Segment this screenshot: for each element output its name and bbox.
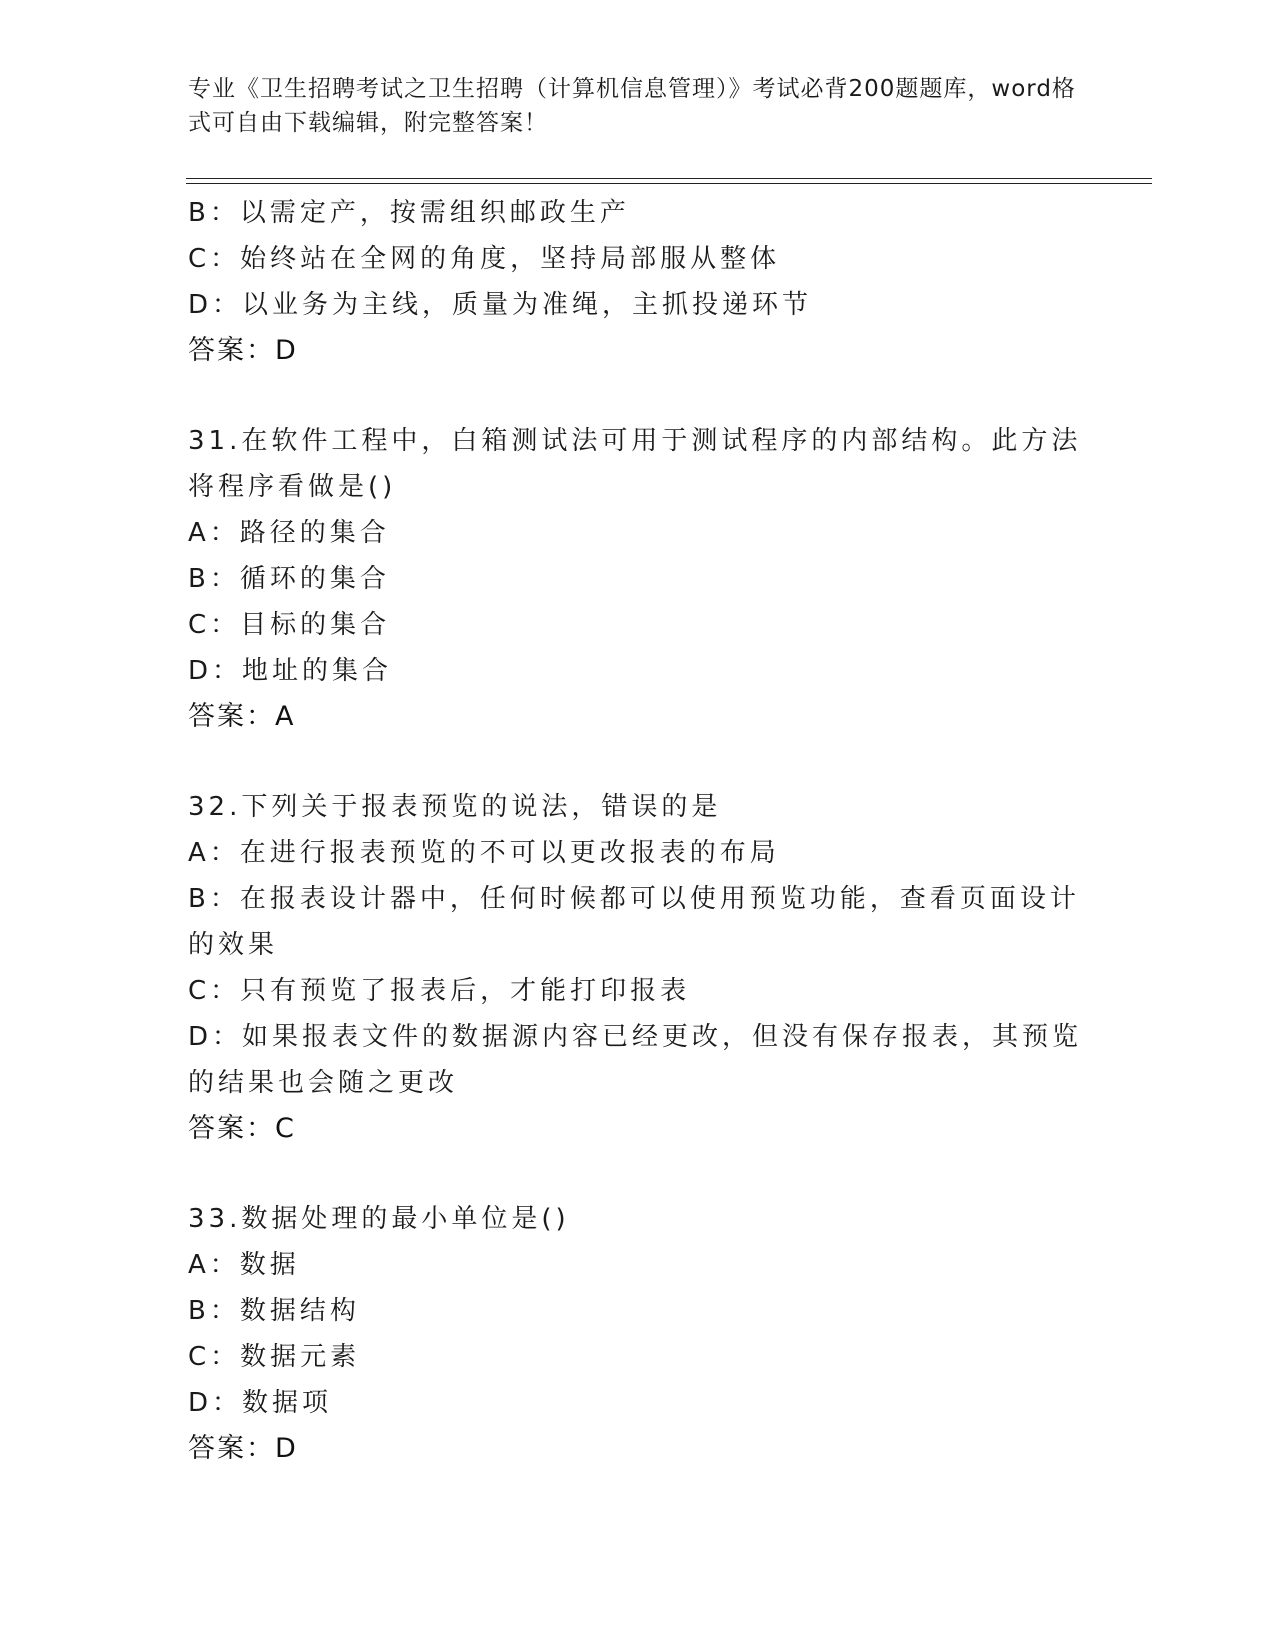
question-32-option-d: D：如果报表文件的数据源内容已经更改，但没有保存报表，其预览的结果也会随之更改 <box>188 1022 1083 1098</box>
prev-option-d: D：以业务为主线，质量为准绳，主抓投递环节 <box>188 290 813 320</box>
question-33-answer: 答案：D <box>188 1433 298 1464</box>
question-33-option-b: B：数据结构 <box>188 1296 360 1326</box>
spacer <box>188 374 1088 418</box>
document-header: 专业《卫生招聘考试之卫生招聘（计算机信息管理）》考试必背200题题库，word格式可自由下载编辑，附完整答案！ <box>188 76 1076 136</box>
question-31-text: 31.在软件工程中，白箱测试法可用于测试程序的内部结构。此方法将程序看做是() <box>188 426 1082 502</box>
prev-option-c: C：始终站在全网的角度，坚持局部服从整体 <box>188 244 781 274</box>
question-31-option-a: A：路径的集合 <box>188 518 390 548</box>
question-33-option-a: A：数据 <box>188 1250 300 1280</box>
question-32-text: 32.下列关于报表预览的说法，错误的是 <box>188 792 722 822</box>
question-33-text: 33.数据处理的最小单位是() <box>188 1204 570 1234</box>
header-divider-bottom <box>186 183 1152 184</box>
question-32-option-c: C：只有预览了报表后，才能打印报表 <box>188 976 691 1006</box>
prev-answer: 答案：D <box>188 335 298 366</box>
question-32-answer: 答案：C <box>188 1113 296 1144</box>
question-32-option-a: A：在进行报表预览的不可以更改报表的布局 <box>188 838 780 868</box>
prev-option-b: B：以需定产，按需组织邮政生产 <box>188 198 630 228</box>
question-33-option-d: D：数据项 <box>188 1388 333 1418</box>
question-32-option-b: B：在报表设计器中，任何时候都可以使用预览功能，查看页面设计的效果 <box>188 884 1080 960</box>
question-31-option-b: B：循环的集合 <box>188 564 390 594</box>
question-31-option-c: C：目标的集合 <box>188 610 391 640</box>
spacer <box>188 740 1088 784</box>
question-31-option-d: D：地址的集合 <box>188 656 393 686</box>
spacer <box>188 1152 1088 1196</box>
header-divider-top <box>186 178 1152 179</box>
question-31-answer: 答案：A <box>188 701 296 732</box>
question-list <box>188 190 1088 1472</box>
question-33-option-c: C：数据元素 <box>188 1342 361 1372</box>
